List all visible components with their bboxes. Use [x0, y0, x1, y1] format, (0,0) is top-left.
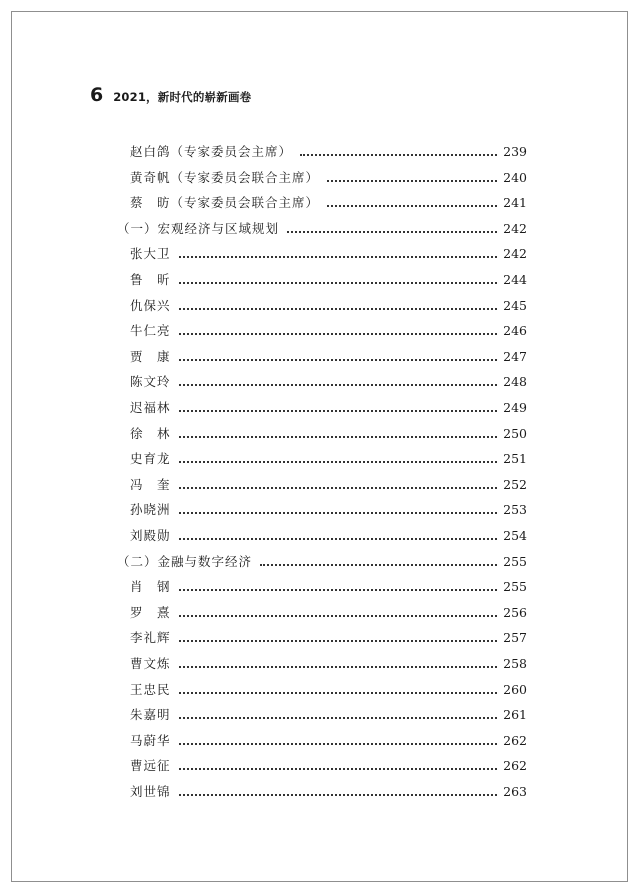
toc-page-number: 258 [503, 656, 527, 671]
dot-leader [179, 487, 498, 489]
toc-entry [130, 193, 527, 213]
toc-entry-label: 肖 钢 [130, 579, 171, 595]
toc-entry [130, 296, 527, 316]
toc-entry-label: 冯 奎 [130, 476, 171, 492]
toc-page-number: 257 [503, 630, 527, 646]
toc-page-number: 252 [503, 476, 527, 492]
toc-entry [130, 500, 527, 520]
toc-page-number: 253 [503, 502, 527, 518]
dot-leader [260, 564, 497, 566]
page-number: 6 [90, 84, 104, 106]
toc-page-number: 239 [503, 144, 527, 159]
toc-page-number: 255 [503, 579, 527, 595]
toc-entry [130, 347, 527, 367]
dot-leader [179, 436, 498, 438]
toc-section-heading [117, 219, 527, 239]
toc-page-number: 260 [503, 681, 527, 697]
toc-entry-label: 刘殿勋 [130, 528, 171, 543]
dot-leader [179, 333, 498, 335]
toc-entry [130, 628, 527, 648]
toc-section-heading [117, 552, 527, 572]
toc-entry-label: （一）宏观经济与区域规划 [117, 220, 280, 236]
dot-leader [179, 743, 498, 745]
dot-leader [327, 205, 497, 207]
toc-entry-label: 蔡 昉（专家委员会联合主席） [130, 195, 320, 211]
toc-page-number: 240 [503, 169, 527, 185]
toc-entry-label: 王忠民 [130, 681, 171, 697]
dot-leader [179, 512, 498, 514]
toc-page-number: 262 [503, 732, 527, 748]
toc-page-number: 255 [503, 553, 527, 569]
toc-entry-label: 张大卫 [130, 246, 171, 262]
toc-entry [130, 449, 527, 469]
toc-entry-label: 鲁 昕 [130, 272, 171, 287]
dot-leader [179, 308, 498, 310]
toc-entry [130, 321, 527, 341]
dot-leader [179, 538, 498, 540]
toc-page-number: 261 [503, 707, 527, 723]
toc-entry-label: 曹远征 [130, 758, 171, 774]
toc-page-number: 250 [503, 425, 527, 441]
toc-page-number: 256 [503, 604, 527, 620]
dot-leader [179, 692, 498, 694]
toc-entry [130, 475, 527, 495]
toc-entry-label: 曹文炼 [130, 656, 171, 671]
dot-leader [327, 180, 497, 182]
toc-entry-label: 黄奇帆（专家委员会联合主席） [130, 169, 320, 185]
dot-leader [179, 410, 498, 412]
toc-entry-label: 迟福林 [130, 400, 171, 415]
toc-page-number: 263 [503, 784, 527, 799]
toc-page-number: 241 [503, 195, 527, 211]
toc-entry [130, 731, 527, 751]
dot-leader [179, 768, 498, 770]
toc-entry-label: 徐 林 [130, 425, 171, 441]
dot-leader [179, 384, 498, 386]
toc-entry [130, 680, 527, 700]
toc-page-number: 249 [503, 400, 527, 415]
toc-entry [130, 244, 527, 264]
toc-entry [130, 168, 527, 188]
toc-entry-label: 贾 康 [130, 348, 171, 364]
dot-leader [179, 666, 498, 668]
toc-entry-label: 史育龙 [130, 451, 171, 467]
toc-entry [130, 398, 527, 418]
toc-entry-label: 仇保兴 [130, 297, 171, 313]
toc-entry-label: 陈文玲 [130, 374, 171, 390]
toc-page-number: 247 [503, 348, 527, 364]
toc-page-number: 251 [503, 451, 527, 467]
dot-leader [179, 359, 498, 361]
toc-page-number: 248 [503, 374, 527, 390]
dot-leader [300, 154, 497, 156]
toc-page-number: 254 [503, 528, 527, 543]
toc-entry [130, 782, 527, 802]
dot-leader [287, 231, 497, 233]
toc-page-number: 244 [503, 272, 527, 287]
dot-leader [179, 717, 498, 719]
toc-entry [130, 270, 527, 290]
toc-page-number: 242 [503, 246, 527, 262]
toc-page-number: 242 [503, 220, 527, 236]
toc-entry [130, 372, 527, 392]
toc-entry-label: 马蔚华 [130, 732, 171, 748]
toc-entry [130, 142, 527, 162]
dot-leader [179, 282, 498, 284]
dot-leader [179, 794, 498, 796]
toc-entry-label: 罗 熹 [130, 604, 171, 620]
toc-entry [130, 577, 527, 597]
toc-entry-label: 朱嘉明 [130, 707, 171, 723]
toc-entry [130, 603, 527, 623]
dot-leader [179, 640, 498, 642]
running-title: 2021，新时代的崭新画卷 [113, 90, 252, 104]
toc-page-number: 245 [503, 297, 527, 313]
toc-entry [130, 654, 527, 674]
dot-leader [179, 461, 498, 463]
toc-entry-label: 赵白鸽（专家委员会主席） [130, 144, 293, 159]
toc-page-number: 262 [503, 758, 527, 774]
toc-entry-label: 刘世锦 [130, 784, 171, 799]
dot-leader [179, 615, 498, 617]
toc-entry-label: 牛仁亮 [130, 323, 171, 339]
toc-entry [130, 705, 527, 725]
toc-page-number: 246 [503, 323, 527, 339]
toc-entry-label: （二）金融与数字经济 [117, 553, 253, 569]
toc-entry [130, 526, 527, 546]
toc-entry [130, 756, 527, 776]
dot-leader [179, 256, 498, 258]
dot-leader [179, 589, 498, 591]
toc-entry-label: 孙晓洲 [130, 502, 171, 518]
toc-entry [130, 424, 527, 444]
toc-entry-label: 李礼辉 [130, 630, 171, 646]
